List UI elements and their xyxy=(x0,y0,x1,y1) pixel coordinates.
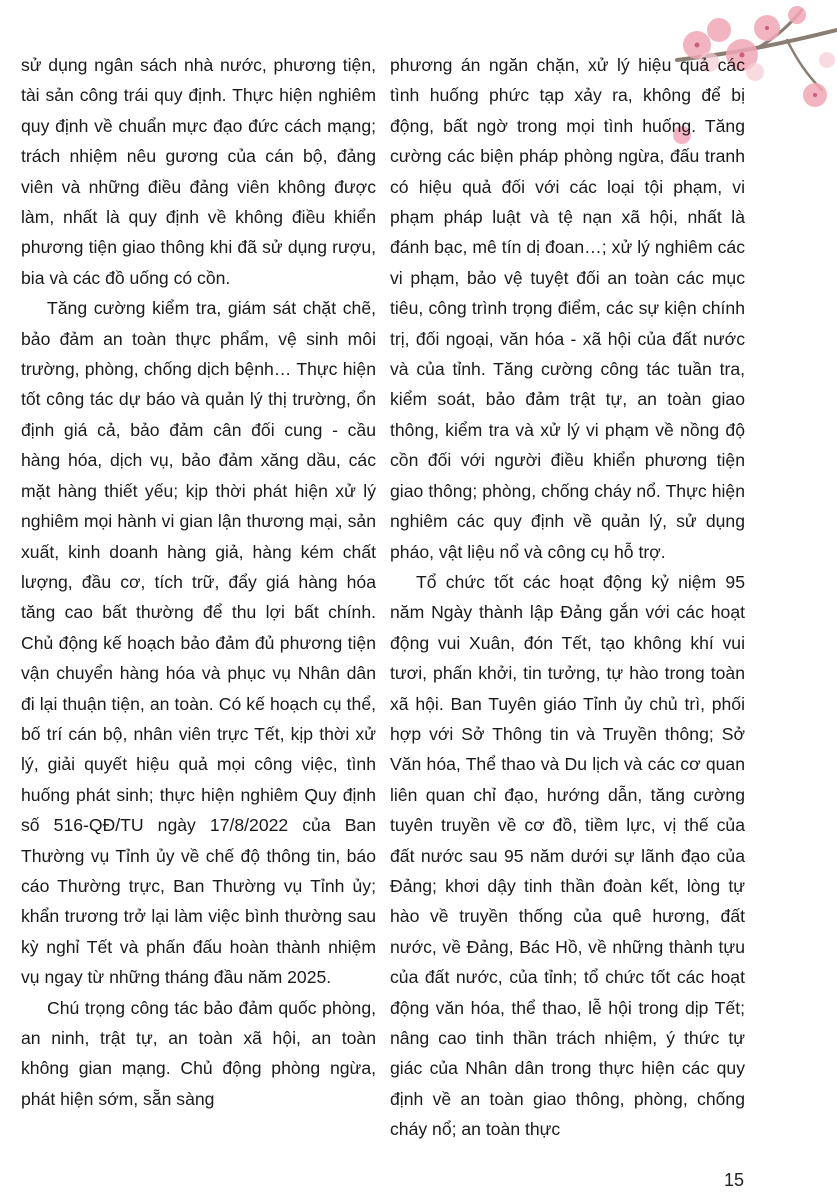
right-column xyxy=(390,50,745,1145)
left-column xyxy=(21,50,376,1114)
paragraph: Tăng cường kiểm tra, giám sát chặt chẽ, bảo đảm an toàn thực phẩm, vệ sinh môi trường, phòng, chống dịch bệnh… Thực hiện tốt công tác dự báo và quản lý thị trường, ổn định giá cả, bảo đảm cân đối cung - cầu hàng hóa, dịch vụ, bảo đảm xăng dầu, các mặt hàng thiết yếu; kịp thời phát hiện xử lý nghiêm mọi hành vi gian lận thương mại, sản xuất, kinh doanh hàng giả, hàng kém chất lượng, đầu cơ, tích trữ, đẩy giá hàng hóa tăng cao bất thường để thu lợi bất chính. Chủ động kế hoạch bảo đảm đủ phương tiện vận chuyển hàng hóa và phục vụ Nhân dân đi lại thuận tiện, an toàn. Có kế hoạch cụ thể, bố trí cán bộ, nhân viên trực Tết, kịp thời xử lý, giải quyết hiệu quả mọi công việc, tình huống phát sinh; thực hiện nghiêm Quy định số 516-QĐ/TU ngày 17/8/2022 của Ban Thường vụ Tỉnh ủy về chế độ thông tin, báo cáo Thường trực, Ban Thường vụ Tỉnh ủy; khẩn trương trở lại làm việc bình thường sau kỳ nghỉ Tết và phấn đấu hoàn thành nhiệm vụ ngay từ những tháng đầu năm 2025. xyxy=(21,298,376,988)
page-number: 15 xyxy=(723,1170,744,1190)
paragraph: Tổ chức tốt các hoạt động kỷ niệm 95 năm Ngày thành lập Đảng gắn với các hoạt động vui Xuân, đón Tết, tạo không khí vui tươi, phấn khởi, tin tưởng, tự hào trong toàn xã hội. Ban Tuyên giáo Tỉnh ủy chủ trì, phối hợp với Sở Thông tin và Truyền thông; Sở Văn hóa, Thể thao và Du lịch và các cơ quan liên quan chỉ đạo, hướng dẫn, tăng cường tuyên truyền về cơ đồ, tiềm lực, vị thế của đất nước sau 95 năm dưới sự lãnh đạo của Đảng; khơi dậy tinh thần đoàn kết, lòng tự hào về truyền thống của quê hương, đất nước, về Đảng, Bác Hồ, về những thành tựu của đất nước, của tỉnh; tổ chức tốt các hoạt động văn hóa, thể thao, lễ hội trong dịp Tết; nâng cao tinh thần trách nhiệm, ý thức tự giác của Nhân dân trong thực hiện các quy định về an toàn giao thông, phòng, chống cháy nổ; an toàn thực xyxy=(390,571,745,1140)
paragraph: phương án ngăn chặn, xử lý hiệu quả các tình huống phức tạp xảy ra, không để bị động, bất ngờ trong mọi tình huống. Tăng cường các biện pháp phòng ngừa, đấu tranh có hiệu quả đối với các loại tội phạm, vi phạm pháp luật và tệ nạn xã hội, nhất là đánh bạc, mê tín dị đoan…; xử lý nghiêm các vi phạm, bảo vệ tuyệt đối an toàn các mục tiêu, công trình trọng điểm, các sự kiện chính trị, đối ngoại, văn hóa - xã hội của đất nước và của tỉnh. Tăng cường công tác tuần tra, kiểm soát, bảo đảm trật tự, an toàn giao thông, kiểm tra và xử lý vi phạm về nồng độ cồn đối với người điều khiển phương tiện giao thông; phòng, chống cháy nổ. Thực hiện nghiêm các quy định về quản lý, sử dụng pháo, vật liệu nổ và công cụ hỗ trợ. xyxy=(390,55,745,562)
paragraph: Chú trọng công tác bảo đảm quốc phòng, an ninh, trật tự, an toàn xã hội, an toàn không gian mạng. Chủ động phòng ngừa, phát hiện sớm, sẵn sàng xyxy=(21,997,376,1109)
paragraph: sử dụng ngân sách nhà nước, phương tiện, tài sản công trái quy định. Thực hiện nghiêm quy định về chuẩn mực đạo đức cách mạng; trách nhiệm nêu gương của cán bộ, đảng viên và những điều đảng viên không được làm, nhất là quy định về không điều khiển phương tiện giao thông khi đã sử dụng rượu, bia và các đồ uống có cồn. xyxy=(21,55,376,288)
